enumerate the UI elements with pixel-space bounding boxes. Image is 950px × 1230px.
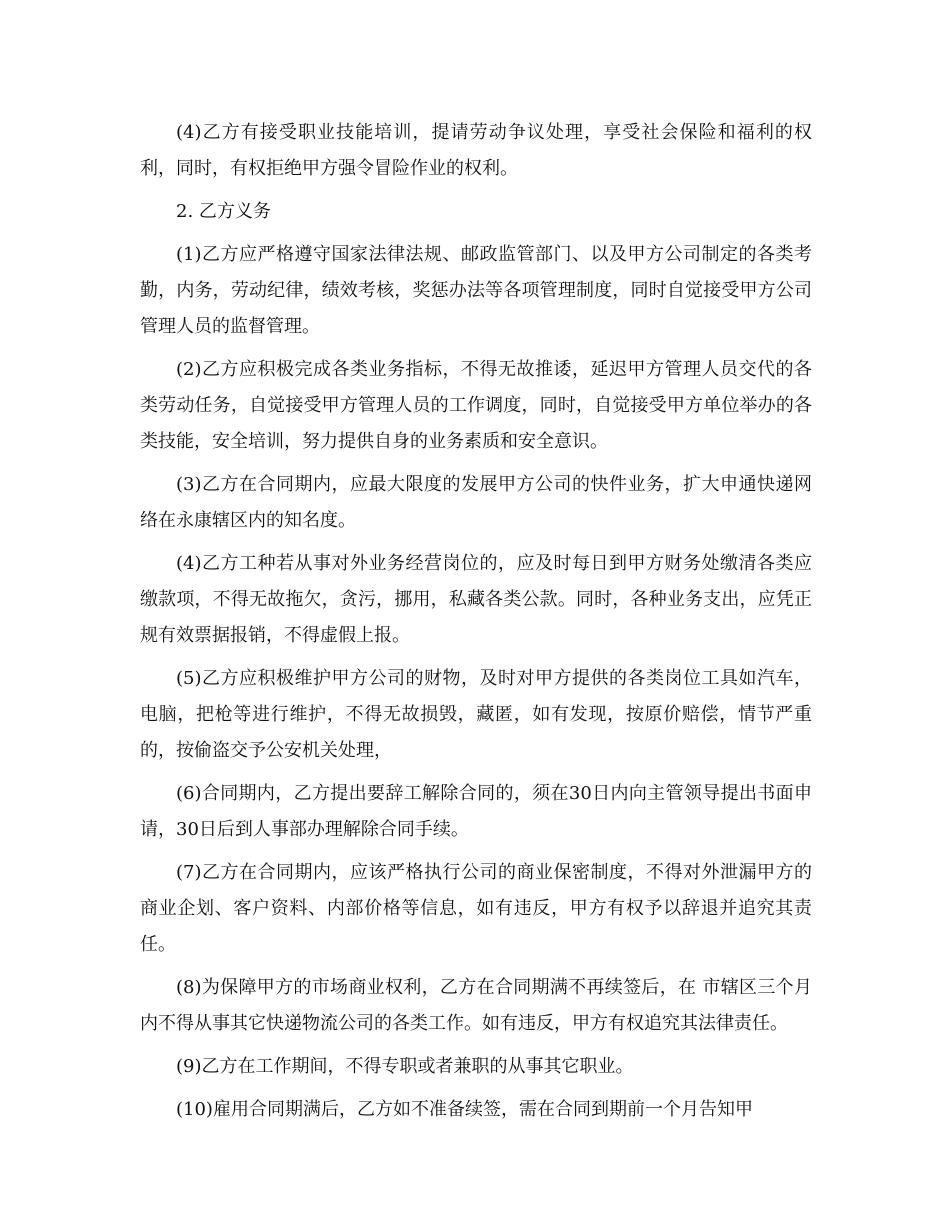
paragraph-obligation-7: (7)乙方在合同期内，应该严格执行公司的商业保密制度，不得对外泄漏甲方的商业企划、客户资料、内部价格等信息，如有违反，甲方有权予以辞退并追究其责任。 xyxy=(140,862,812,955)
paragraph-obligation-3: (3)乙方在合同期内，应最大限度的发展甲方公司的快件业务，扩大申通快递网络在永康辖区内的知名度。 xyxy=(140,474,812,531)
paragraph-obligation-10: (10)雇用合同期满后，乙方如不准备续签，需在合同到期前一个月告知甲 xyxy=(176,1099,753,1120)
paragraph-obligation-9: (9)乙方在工作期间，不得专职或者兼职的从事其它职业。 xyxy=(176,1056,634,1077)
paragraph-right-4: (4)乙方有接受职业技能培训，提请劳动争议处理，享受社会保险和福利的权利，同时，有权拒绝甲方强令冒险作业的权利。 xyxy=(140,122,812,179)
paragraph-obligation-4: (4)乙方工种若从事对外业务经营岗位的，应及时每日到甲方财务处缴清各类应缴款项，不得无故拖欠，贪污，挪用，私藏各类公款。同时，各种业务支出，应凭正规有效票据报销，不得虚假上报。 xyxy=(140,553,812,646)
paragraph-obligation-6: (6)合同期内，乙方提出要辞工解除合同的，须在30日内向主管领导提出书面申请，30日后到人事部办理解除合同手续。 xyxy=(140,783,812,840)
paragraph-obligation-2: (2)乙方应积极完成各类业务指标，不得无故推诿，延迟甲方管理人员交代的各类劳动任务，自觉接受甲方管理人员的工作调度，同时，自觉接受甲方单位举办的各类技能，安全培训，努力提供自身的业务素质和安全意识。 xyxy=(140,359,812,452)
paragraph-obligation-1: (1)乙方应严格遵守国家法律法规、邮政监管部门、以及甲方公司制定的各类考勤，内务，劳动纪律，绩效考核，奖惩办法等各项管理制度，同时自觉接受甲方公司管理人员的监督管理。 xyxy=(140,244,812,337)
paragraph-obligation-8: (8)为保障甲方的市场商业权利，乙方在合同期满不再续签后，在 市辖区三个月内不得从事其它快递物流公司的各类工作。如有违反，甲方有权追究其法律责任。 xyxy=(140,977,812,1034)
paragraph-obligation-5: (5)乙方应积极维护甲方公司的财物，及时对甲方提供的各类岗位工具如汽车，电脑，把枪等进行维护，不得无故损毁，藏匿，如有发现，按原价赔偿，情节严重的，按偷盗交予公安机关处理， xyxy=(140,668,812,761)
section-heading-obligations: 2. 乙方义务 xyxy=(176,201,271,222)
document-body xyxy=(140,115,812,1135)
